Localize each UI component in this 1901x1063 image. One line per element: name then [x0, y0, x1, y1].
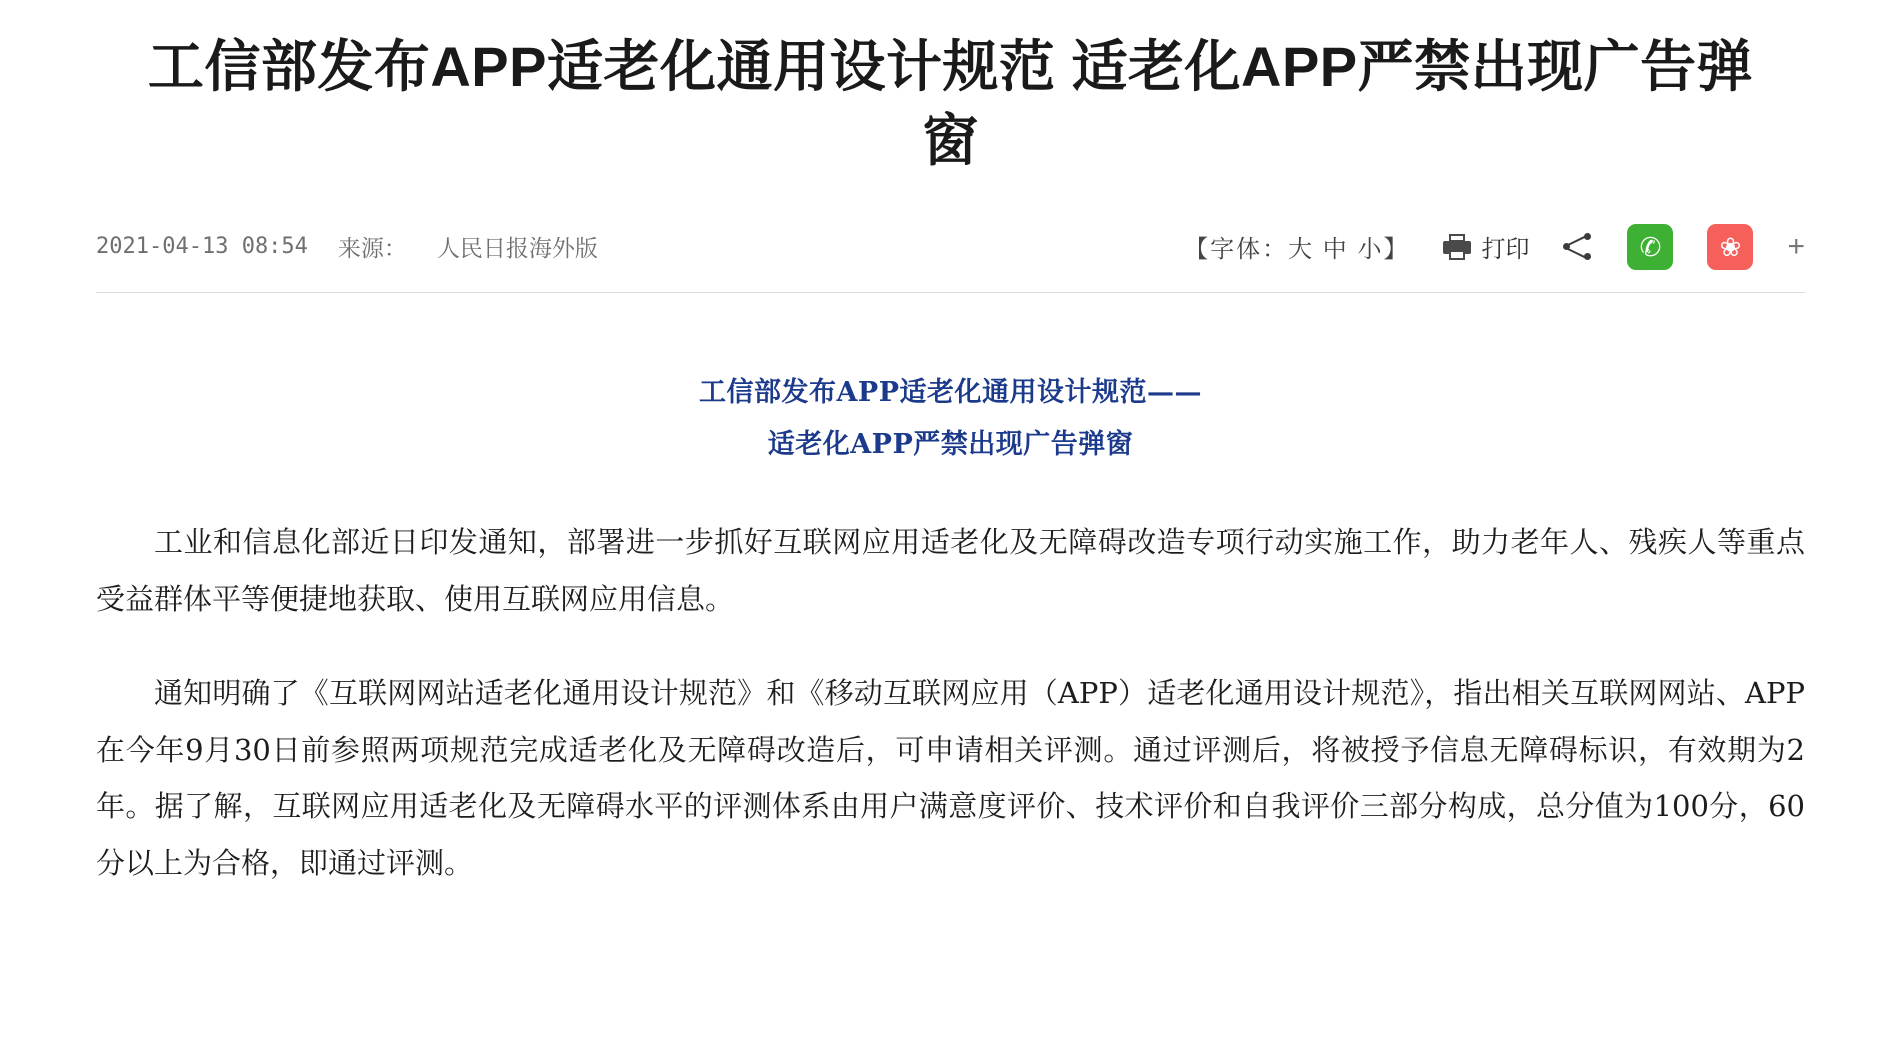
bracket-open: 【 [1184, 236, 1211, 264]
more-share-button[interactable]: + [1787, 229, 1805, 263]
article-subtitle-line1: 工信部发布APP适老化通用设计规范—— [698, 376, 1203, 408]
article-body [96, 293, 1805, 892]
paragraph: 通知明确了《互联网网站适老化通用设计规范》和《移动互联网应用（APP）适老化通用设计规范》，指出相关互联网网站、APP在今年9月30日前参照两项规范完成适老化及无障碍改造后，可申请相关评测。通过评测后，将被授予信息无障碍标识，有效期为2年。据了解，互联网应用适老化及无障碍水平的评测体系由用户满意度评价、技术评价和自我评价三部分构成，总分值为100分，60分以上为合格，即通过评测。 [96, 676, 1805, 880]
share-icon[interactable] [1563, 233, 1593, 261]
font-size-label: 字体： [1210, 236, 1289, 264]
print-label: 打印 [1481, 236, 1530, 264]
bracket-close: 】 [1383, 236, 1410, 264]
weibo-share-icon[interactable] [1707, 224, 1753, 270]
wechat-share-icon[interactable] [1627, 224, 1673, 270]
source-label: 来源： [337, 235, 407, 262]
wechat-glyph: ✆ [1639, 231, 1662, 262]
font-size-large[interactable]: 大 [1288, 236, 1315, 264]
printer-icon [1443, 234, 1471, 260]
source-name[interactable]: 人民日报海外版 [436, 235, 598, 262]
font-size-medium[interactable]: 中 [1322, 236, 1349, 264]
article-subtitle-line2: 适老化APP严禁出现广告弹窗 [767, 429, 1134, 461]
weibo-glyph: ❀ [1719, 231, 1742, 262]
print-button[interactable] [1443, 229, 1529, 264]
publish-date: 2021-04-13 08:54 [96, 234, 308, 260]
meta-tools-group [1184, 224, 1805, 270]
page-title: 工信部发布APP适老化通用设计规范 适老化APP严禁出现广告弹窗 [147, 35, 1754, 172]
font-size-small[interactable]: 小 [1357, 236, 1384, 264]
article-meta-bar [96, 224, 1805, 293]
font-size-control [1184, 229, 1409, 264]
paragraph: 工业和信息化部近日印发通知，部署进一步抓好互联网应用适老化及无障碍改造专项行动实施工作，助力老年人、残疾人等重点受益群体平等便捷地获取、使用互联网应用信息。 [96, 525, 1805, 616]
meta-left-group [96, 230, 598, 263]
